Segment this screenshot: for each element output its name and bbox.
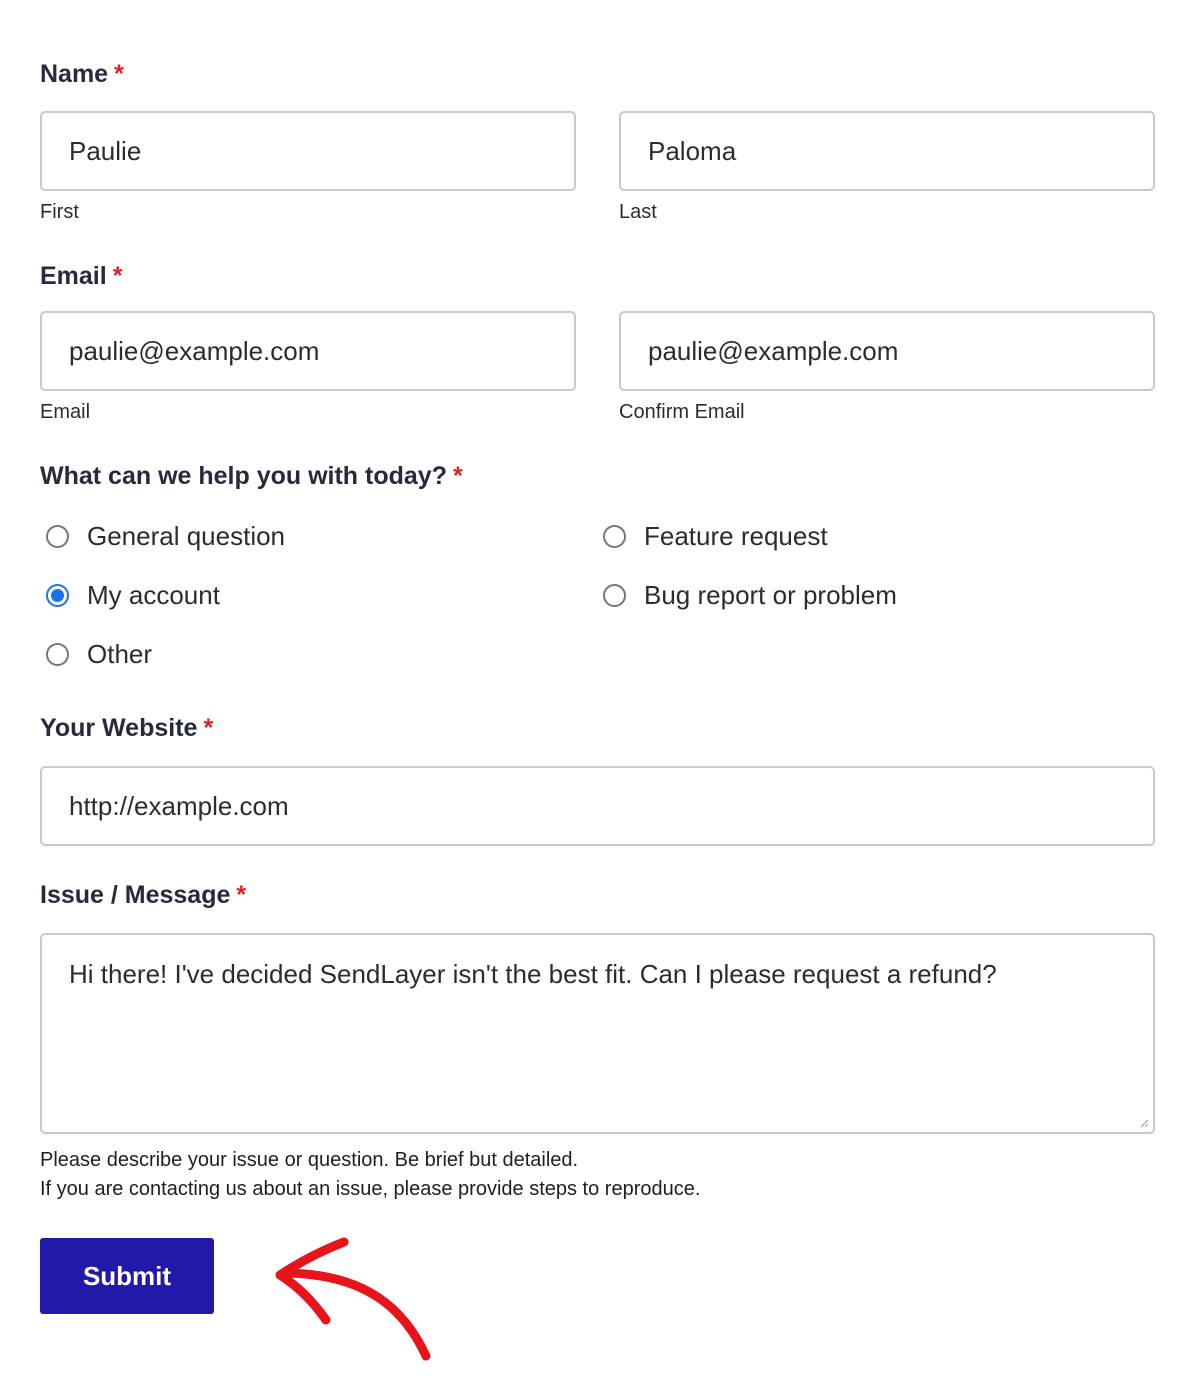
- radio-button[interactable]: [603, 584, 626, 607]
- message-help-line-2: If you are contacting us about an issue, please provide steps to reproduce.: [40, 1178, 701, 1200]
- first-name-sublabel: First: [40, 201, 79, 223]
- radio-label: My account: [87, 579, 220, 610]
- website-input[interactable]: http://example.com: [40, 766, 1155, 846]
- red-hand-drawn-arrow-icon: [268, 1228, 478, 1368]
- resize-handle-icon[interactable]: [1139, 1118, 1149, 1128]
- required-marker: *: [203, 714, 214, 742]
- submit-button[interactable]: Submit: [40, 1238, 214, 1314]
- radio-button-selected[interactable]: [46, 584, 69, 607]
- name-label: Name *: [40, 60, 124, 88]
- message-text: Hi there! I've decided SendLayer isn't the best fit. Can I please request a refund?: [69, 959, 997, 989]
- required-marker: *: [236, 881, 247, 909]
- radio-label: Bug report or problem: [644, 579, 897, 610]
- last-name-sublabel: Last: [619, 201, 657, 223]
- message-label: Issue / Message *: [40, 881, 247, 909]
- message-help-line-1: Please describe your issue or question. Be brief but detailed.: [40, 1149, 579, 1171]
- help-topic-label: What can we help you with today? *: [40, 462, 463, 490]
- last-name-input[interactable]: Paloma: [619, 111, 1155, 191]
- radio-label: General question: [87, 520, 286, 551]
- radio-button[interactable]: [46, 643, 69, 666]
- email-sublabel: Email: [40, 401, 91, 423]
- email-input[interactable]: paulie@example.com: [40, 311, 576, 391]
- radio-option-other[interactable]: [46, 634, 152, 674]
- radio-label: Feature request: [644, 520, 828, 551]
- required-marker: *: [452, 462, 463, 490]
- website-label: Your Website *: [40, 714, 214, 742]
- message-textarea[interactable]: [40, 933, 1155, 1134]
- confirm-email-input[interactable]: paulie@example.com: [619, 311, 1155, 391]
- required-marker: *: [114, 60, 124, 88]
- email-label: Email *: [40, 262, 123, 290]
- radio-option-feature-request[interactable]: [603, 516, 828, 556]
- first-name-input[interactable]: Paulie: [40, 111, 576, 191]
- radio-button[interactable]: [46, 525, 69, 548]
- radio-label: Other: [87, 638, 153, 669]
- radio-option-general-question[interactable]: [46, 516, 285, 556]
- radio-option-my-account[interactable]: [46, 575, 220, 615]
- confirm-email-sublabel: Confirm Email: [619, 401, 745, 423]
- required-marker: *: [112, 262, 123, 290]
- radio-button[interactable]: [603, 525, 626, 548]
- radio-option-bug-report[interactable]: [603, 575, 897, 615]
